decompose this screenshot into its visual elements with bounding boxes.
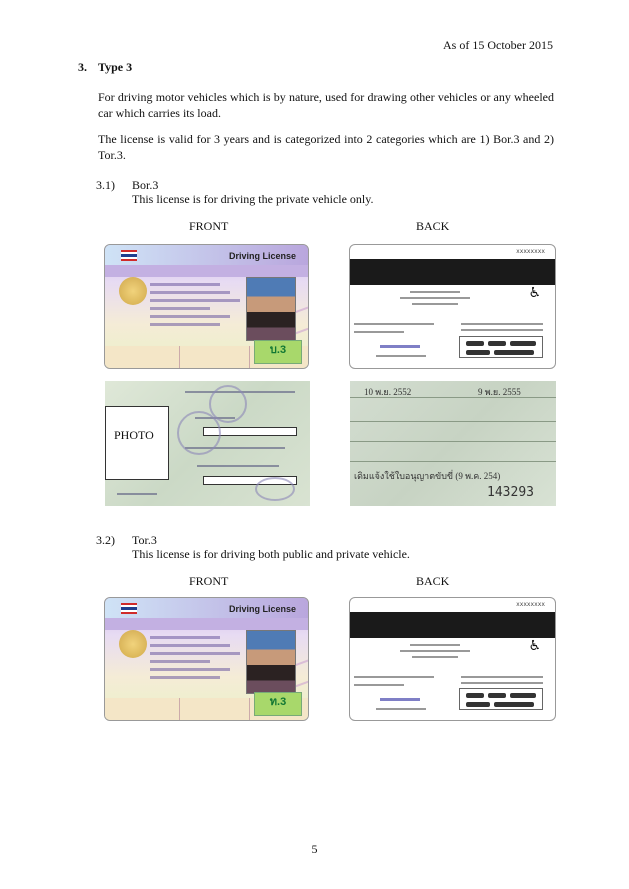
signature: [380, 345, 420, 348]
old-license-photo-page: [105, 381, 310, 506]
subsection-description: This license is for driving the private vehicle only.: [132, 192, 374, 206]
card-title: Driving License: [228, 604, 296, 614]
record-note: เดิมแจ้งใช้ใบอนุญาตขับขี่ (9 พ.ค. 254): [354, 471, 501, 481]
thai-flag-icon: [121, 603, 137, 614]
text-line: [150, 307, 210, 310]
holder-photo: [246, 277, 296, 341]
text-line: [354, 323, 434, 325]
subsection-number: 3.2): [96, 533, 115, 547]
text-line: [150, 291, 230, 294]
old-license-record-page: [350, 381, 556, 506]
text-line: [150, 315, 230, 318]
paragraph-validity: The license is valid for 3 years and is categorized into 2 categories which are 1) Bor.3 and 2) Tor.3.: [98, 132, 554, 162]
text-line: [461, 323, 543, 325]
back-label: BACK: [416, 574, 450, 588]
license-front-bor3: [104, 244, 309, 369]
section-number: 3.: [78, 60, 87, 74]
front-label: FRONT: [189, 574, 229, 588]
magnetic-stripe: [350, 612, 555, 638]
official-stamp: [255, 477, 295, 501]
wheelchair-icon: ♿: [528, 638, 541, 654]
text-line: [376, 355, 426, 357]
document-date: As of 15 October 2015: [443, 38, 553, 52]
text-line: [461, 329, 543, 331]
category-badge: ท.3: [254, 692, 302, 716]
vehicle-type-icons: [459, 688, 543, 710]
photo-placeholder: [105, 406, 169, 480]
category-badge: บ.3: [254, 340, 302, 364]
front-label: FRONT: [189, 219, 229, 233]
page-number: 5: [311, 842, 318, 856]
section-title: Type 3: [98, 60, 133, 74]
text-line: [150, 323, 220, 326]
text-line: [410, 291, 460, 293]
license-back-bor3: [349, 244, 556, 369]
license-front-tor3: [104, 597, 309, 721]
record-date: 9 พ.ย. 2555: [478, 387, 521, 397]
official-stamp: [209, 385, 247, 423]
text-line: [412, 303, 458, 305]
vehicle-type-icons: [459, 336, 543, 358]
card-title: Driving License: [228, 251, 296, 261]
subsection-number: 3.1): [96, 178, 115, 192]
text-line: [400, 297, 470, 299]
subsection-description: This license is for driving both public and private vehicle.: [132, 547, 410, 561]
document-serial: 143293: [487, 485, 534, 500]
text-line: [150, 283, 220, 286]
subsection-title: Bor.3: [132, 178, 159, 192]
magnetic-stripe: [350, 259, 555, 285]
card-serial: xxxxxxxx: [516, 601, 545, 608]
photo-label: PHOTO: [114, 428, 154, 442]
record-date: 10 พ.ย. 2552: [364, 387, 412, 397]
emblem-icon: [119, 630, 147, 658]
thai-flag-icon: [121, 250, 137, 261]
wheelchair-icon: ♿: [528, 285, 541, 301]
emblem-icon: [119, 277, 147, 305]
text-line: [150, 299, 240, 302]
license-back-tor3: [349, 597, 556, 721]
signature: [380, 698, 420, 701]
card-thai-title-bar: [105, 265, 308, 277]
holder-photo: [246, 630, 296, 694]
subsection-title: Tor.3: [132, 533, 157, 547]
text-line: [354, 331, 404, 333]
back-label: BACK: [416, 219, 450, 233]
paragraph-description: For driving motor vehicles which is by nature, used for drawing other vehicles or any wheeled car which carries its load.: [98, 90, 554, 120]
card-thai-title-bar: [105, 618, 308, 630]
card-serial: xxxxxxxx: [516, 248, 545, 255]
